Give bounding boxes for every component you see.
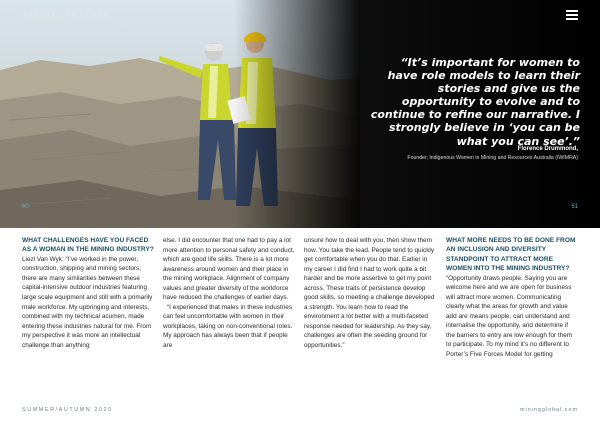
footer-website-link[interactable]: miningglobal.com (520, 407, 578, 413)
heading-inclusion-diversity: WHAT MORE NEEDS TO BE DONE FROM AN INCLUSION AND DIVERSITY STANDPOINT TO ATTRACT MORE WOMEN INTO THE MINING INDUSTRY? (446, 237, 576, 273)
page-number-left: 60 (22, 204, 29, 210)
column-3 (304, 236, 436, 351)
column-2 (163, 236, 295, 351)
pull-quote: “It’s important for women to have role models to learn their stories and give us the opportunity to evolve and to continue to refine our narrative. I strongly believe in ‘you can be what you can see’.” (370, 56, 580, 148)
page-number-right: 61 (571, 204, 578, 210)
body-paragraph: Liezl Van Wyk: “I’ve worked in the power, construction, shipping and mining sectors; there are many similarities between these capital-intensive outdoor industries featuring large scale equipment and still with a primarily male workforce. My upbringing and interests, combined with my technical acumen, made entering these industries natural for me. From my perspective it was more an intellectual challenge than anything (22, 255, 153, 349)
column-4 (446, 236, 578, 360)
hamburger-menu-icon[interactable] (566, 10, 578, 20)
body-paragraph: unsure how to deal with you, then show them how. You take the lead. People tend to quickly get comfortable when you do that. Earlier in my career I did find I had to work quite a bit harder and be more assertive to get my point across. These traits of persistence develop good skills, so meeting a challenge developed a strength. You learn how to read the environment a lot better with a multi-faceted response needed for leadership. As they say, challenges are often the seeding ground for opportunities.” (304, 237, 435, 350)
footer-issue-label: SUMMER/AUTUMN 2020 (22, 407, 113, 413)
quote-author: Florence Drummond, (517, 146, 578, 152)
heading-challenges: WHAT CHALLENGES HAVE YOU FACED AS A WOMAN IN THE MINING INDUSTRY? (22, 237, 154, 254)
body-paragraph: “Opportunity draws people. Saying you are welcome here and we are open for business will attract more women. Communicating clearly what the areas for growth and value add are means people, can understand and internalise the opportunity, and determine if the barriers to entry are low enough for them to participate. To my mind it’s no different to Porter’s Five Forces Model for getting (446, 274, 573, 358)
body-paragraph: “I experienced that males in these industries can feel uncomfortable with women in their workplaces, taking on non-conventional roles. My approach has always been that if people are (163, 303, 293, 350)
column-1 (22, 236, 154, 350)
body-paragraph: else. I did encounter that one had to pay a lot more attention to personal safety and conduct, which are good life skills. There is a lot more awareness around women and their place in the mining workplace. Alignment of company values and greater diversity of the workforce have reduced the challenges of earlier days. (163, 237, 295, 302)
hero-photo-miners (0, 0, 360, 228)
section-label: SPECIAL FEATURE (22, 12, 111, 19)
quote-author-role: Founder, Indigenous Women in Mining and Resources Australia (IWIMRA) (407, 155, 578, 161)
